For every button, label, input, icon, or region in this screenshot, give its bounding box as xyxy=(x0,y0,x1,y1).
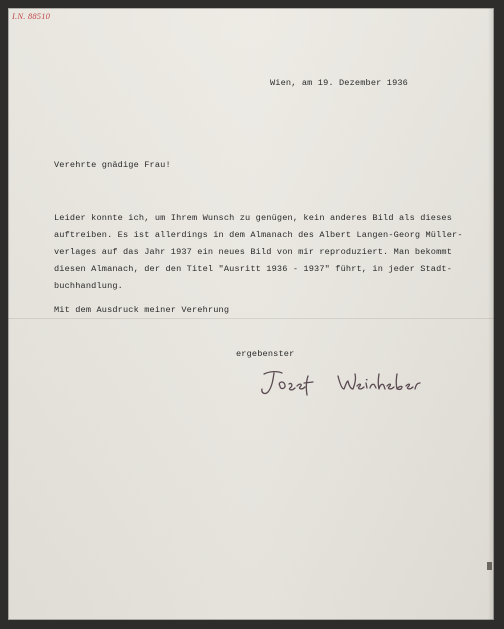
letter-body-line: verlages auf das Jahr 1937 ein neues Bild von mir reproduziert. Man bekommt xyxy=(54,247,453,257)
archive-inventory-mark: I.N. 88510 xyxy=(12,11,51,21)
letter-date: Wien, am 19. Dezember 1936 xyxy=(270,78,408,88)
paper-fold-line xyxy=(8,318,494,319)
letter-salutation: Verehrte gnädige Frau! xyxy=(54,160,171,170)
letter-valediction: ergebenster xyxy=(236,349,295,359)
letter-body-line: diesen Almanach, der den Titel "Ausritt 1936 - 1937" führt, in jeder Stadt- xyxy=(54,264,453,274)
letter-sheet xyxy=(8,8,494,620)
binder-clip-mark xyxy=(487,562,492,570)
letter-body-line: buchhandlung. xyxy=(54,281,123,291)
letter-body-line: auftreiben. Es ist allerdings in dem Almanach des Albert Langen-Georg Müller- xyxy=(54,230,463,240)
handwritten-signature xyxy=(256,362,436,402)
paper-edge-shadow xyxy=(488,8,494,620)
letter-closing: Mit dem Ausdruck meiner Verehrung xyxy=(54,305,230,315)
letter-body-line: Leider konnte ich, um Ihrem Wunsch zu genügen, kein anderes Bild als dieses xyxy=(54,213,453,223)
